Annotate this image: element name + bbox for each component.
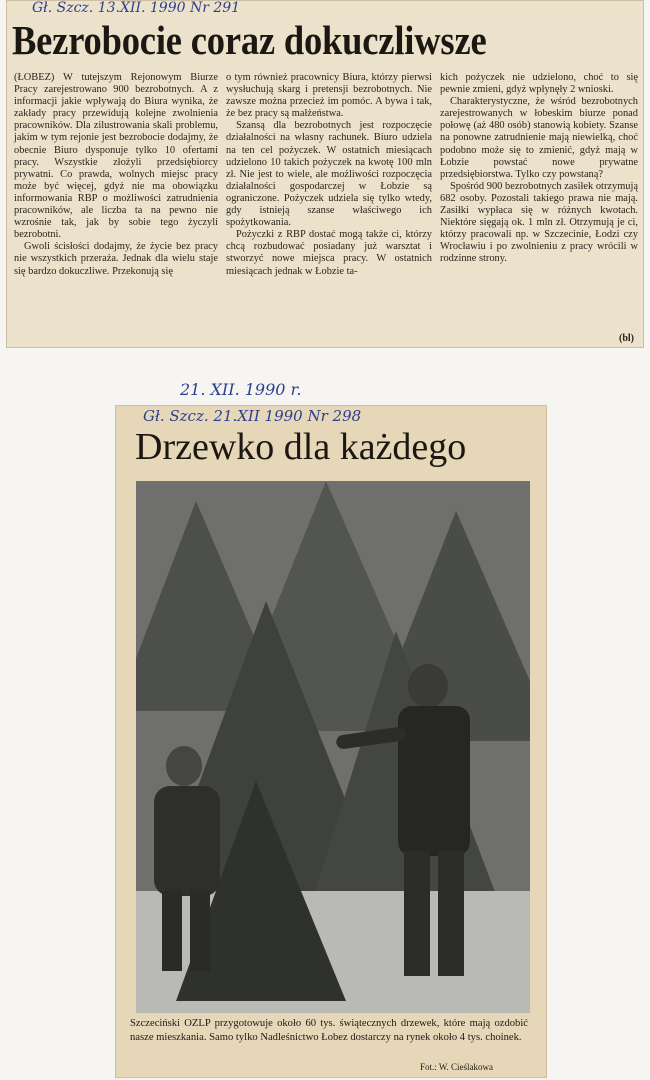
- paragraph: kich pożyczek nie udzielono, choć to się pewnie zmieni, gdyż wpłynęły 2 wnioski.: [440, 72, 638, 96]
- photo-caption: Szczeciński OZLP przygotowuje około 60 tys. świątecznych drzewek, które mają ozdobić nasze mieszkania. Samo tylko Nadleśnictwo Łobez dostarczy na rynek około 4 tys. choinek.: [130, 1018, 528, 1043]
- paragraph: o tym również pracownicy Biura, którzy pierwsi wysłuchują skarg i pretensji bezrobotnych. Nie zawsze można przecież im pomóc. A bywa i tak, że bez pracy są małżeństwa.: [226, 72, 432, 120]
- photo-credit: Fot.: W. Cieślakowa: [420, 1062, 494, 1072]
- article-column-1: [14, 72, 218, 278]
- paragraph: Pożyczki z RBP dostać mogą także ci, którzy chcą rozbudować posiadany już warsztat i stworzyć nowe miejsca pracy. W ostatnich miesiącach jednak w Łobzie ta-: [226, 229, 432, 277]
- article-clipping-unemployment: [6, 0, 644, 348]
- paragraph: Charakterystyczne, że wśród bezrobotnych zarejestrowanych w łobeskim biurze ponad połowę (aż 480 osób) stanowią kobiety. Szanse na ponowne zatrudnienie mają niewielką, choć podobno może się to zmienić, gdyż mają w Łobzie powstać nowe prywatne przedsiębiorstwa. Tylko czy powstaną?: [440, 96, 638, 180]
- author-signature: (bl): [619, 333, 634, 344]
- paragraph: (ŁOBEZ) W tutejszym Rejonowym Biurze Pracy zarejestrowano 900 bezrobotnych. A z informacji jakie wpływają do Biura wynika, że zakłady pracy przewidują kolejne zwolnienia pracowników. Dla zilustrowania skali problemu, jakim w tym rejonie jest bezrobocie dodajmy, że obecnie Biuro dysponuje tylko 10 ofertami pracy. Wszystkie złożyli przedsiębiorcy prywatni. Co prawda, wolnych miejsc pracy może być więcej, gdyż nie ma obowiązku informowania RBP o możliwości zatrudnienia pracowników, ale liczba ta na pewno nie wzrośnie tak, jak by sobie tego życzyli bezrobotni.: [14, 72, 218, 241]
- photo-illustration: [136, 481, 530, 1013]
- article-headline: Bezrobocie coraz dokuczliwsze: [12, 17, 487, 63]
- handwritten-note: Gł. Szcz. 21.XII 1990 Nr 298: [143, 407, 362, 425]
- paragraph: Szansą dla bezrobotnych jest rozpoczęcie działalności na własny rachunek. Biuro udziela na ten cel pożyczek. W ostatnich miesiącach udzielono 10 takich pożyczek na kwotę 100 mln zł. Nie jest to wiele, ale możliwości rozpoczęcia działalności gospodarczej w Łobzie są ograniczone. Pożyczek udziela się tylko wtedy, gdy istnieją szanse właściwego ich spożytkowania.: [226, 120, 432, 229]
- article-headline: Drzewko dla każdego: [135, 426, 467, 468]
- paragraph: Gwoli ścisłości dodajmy, że życie bez pracy nie wszystkich przeraża. Jednak dla wielu staje się bardzo dokuczliwe. Przekonują się: [14, 241, 218, 277]
- article-column-2: [226, 72, 432, 278]
- photo-christmas-trees: [136, 481, 530, 1013]
- handwritten-date: 21. XII. 1990 r.: [180, 380, 302, 399]
- article-column-3: [440, 72, 638, 266]
- handwritten-note: Gł. Szcz. 13.XII. 1990 Nr 291: [32, 0, 241, 16]
- paragraph: Spośród 900 bezrobotnych zasiłek otrzymują 682 osoby. Pozostali takiego prawa nie mają. Zasiłki wypłaca się w różnych kwotach. Niektóre sięgają ok. 1 mln zł. Otrzymują je ci, którzy pracowali np. w Szczecinie, Łodzi czy Wrocławiu i po zwolnieniu z pracy wrócili w rodzinne strony.: [440, 180, 638, 265]
